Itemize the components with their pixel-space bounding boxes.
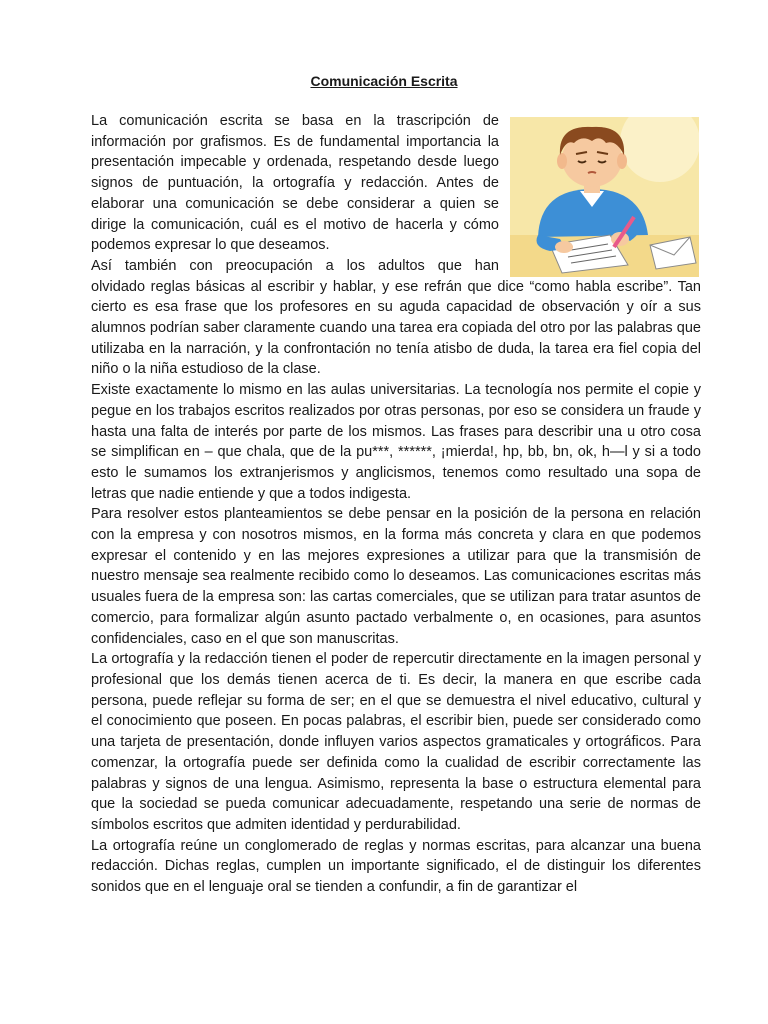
paragraph: La ortografía y la redacción tienen el poder de repercutir directamente en la imagen personal y profesional que los demás tienen acerca de ti. Es decir, la manera en que escribe cada persona, puede reflejar su forma de ser; en el que se demuestra el nivel educativo, cultural y el conocimiento que poseen. En pocas palabras, el escribir bien, puede ser considerado como una tarjeta de presentación, donde influyen varios aspectos gramaticales y ortográficos. Para comenzar, la ortografía puede ser definida como la cualidad de escribir correctamente las palabras y signos de una lengua. Asimismo, representa la base o estructura elemental para que la sociedad se pueda comunicar adecuadamente, respetando una serie de normas de símbolos escritos que admiten identidad y perdurabilidad. bbox=[91, 651, 701, 833]
paragraph-intro: La comunicación escrita se basa en la trascripción de información por grafismos. Es de fundamental importancia la presentación impecable y ordenada, respetando desde luego signos de puntuación, la ortografía y redacción. Antes de elaborar una comunicación se debe considerar a quien se dirige la comunicación, cuál es el motivo de hacerla y cómo podemos expresar lo que deseamos. bbox=[91, 113, 499, 254]
paragraph-wrap-line: Así también con preocupación a los adultos que han bbox=[91, 257, 499, 274]
document-body bbox=[91, 111, 701, 898]
paragraph bbox=[91, 256, 701, 380]
paragraph-rest: olvidado reglas básicas al escribir y hablar, y ese refrán que dice “como habla escribe”. Tan cierto es esa frase que los profesores en su aguda capacidad de observación y oír a sus alumnos podrían saber claramente cuando una tarea era copiada del otro por las palabras que utilizaba en la narración, y la confrontación no tenía atisbo de duda, la tarea era fiel copia del niño o la niña estudioso de la clase. bbox=[91, 278, 701, 378]
paragraph: Para resolver estos planteamientos se debe pensar en la posición de la persona en relación con la empresa y con nosotros mismos, en la forma más concreta y clara en que podemos expresar el contenido y en las mejores expresiones a utilizar para que la transmisión de nuestro mensaje sea realmente recibido como lo deseamos. Las comunicaciones escritas más usuales fuera de la empresa son: las cartas comerciales, que se utilizan para tratar asuntos de comercio, para formalizar algún asunto pactado verbalmente o, en ocasiones, para asuntos confidenciales, caso en el que son manuscritas. bbox=[91, 506, 701, 647]
paragraph: Existe exactamente lo mismo en las aulas universitarias. La tecnología nos permite el copie y pegue en los trabajos escritos realizados por otras personas, por eso se considera un fraude y hasta una falta de interés por parte de los mismos. Las frases para describir una u otro cosa se simplifican en – que chala, que de la pu***, ******, ¡mierda!, hp, bb, bn, ok, h—l y si a todo esto le sumamos los extranjerismos y anglicismos, tenemos como resultado una sopa de letras que nadie entiende y que a todos indigesta. bbox=[91, 382, 701, 502]
paragraph: La ortografía reúne un conglomerado de reglas y normas escritas, para alcanzar una buena redacción. Dichas reglas, cumplen un importante significado, el de distinguir los diferentes sonidos que en el lenguaje oral se tienden a confundir, a fin de garantizar el bbox=[91, 837, 701, 896]
page-title: Comunicación Escrita bbox=[310, 73, 458, 89]
